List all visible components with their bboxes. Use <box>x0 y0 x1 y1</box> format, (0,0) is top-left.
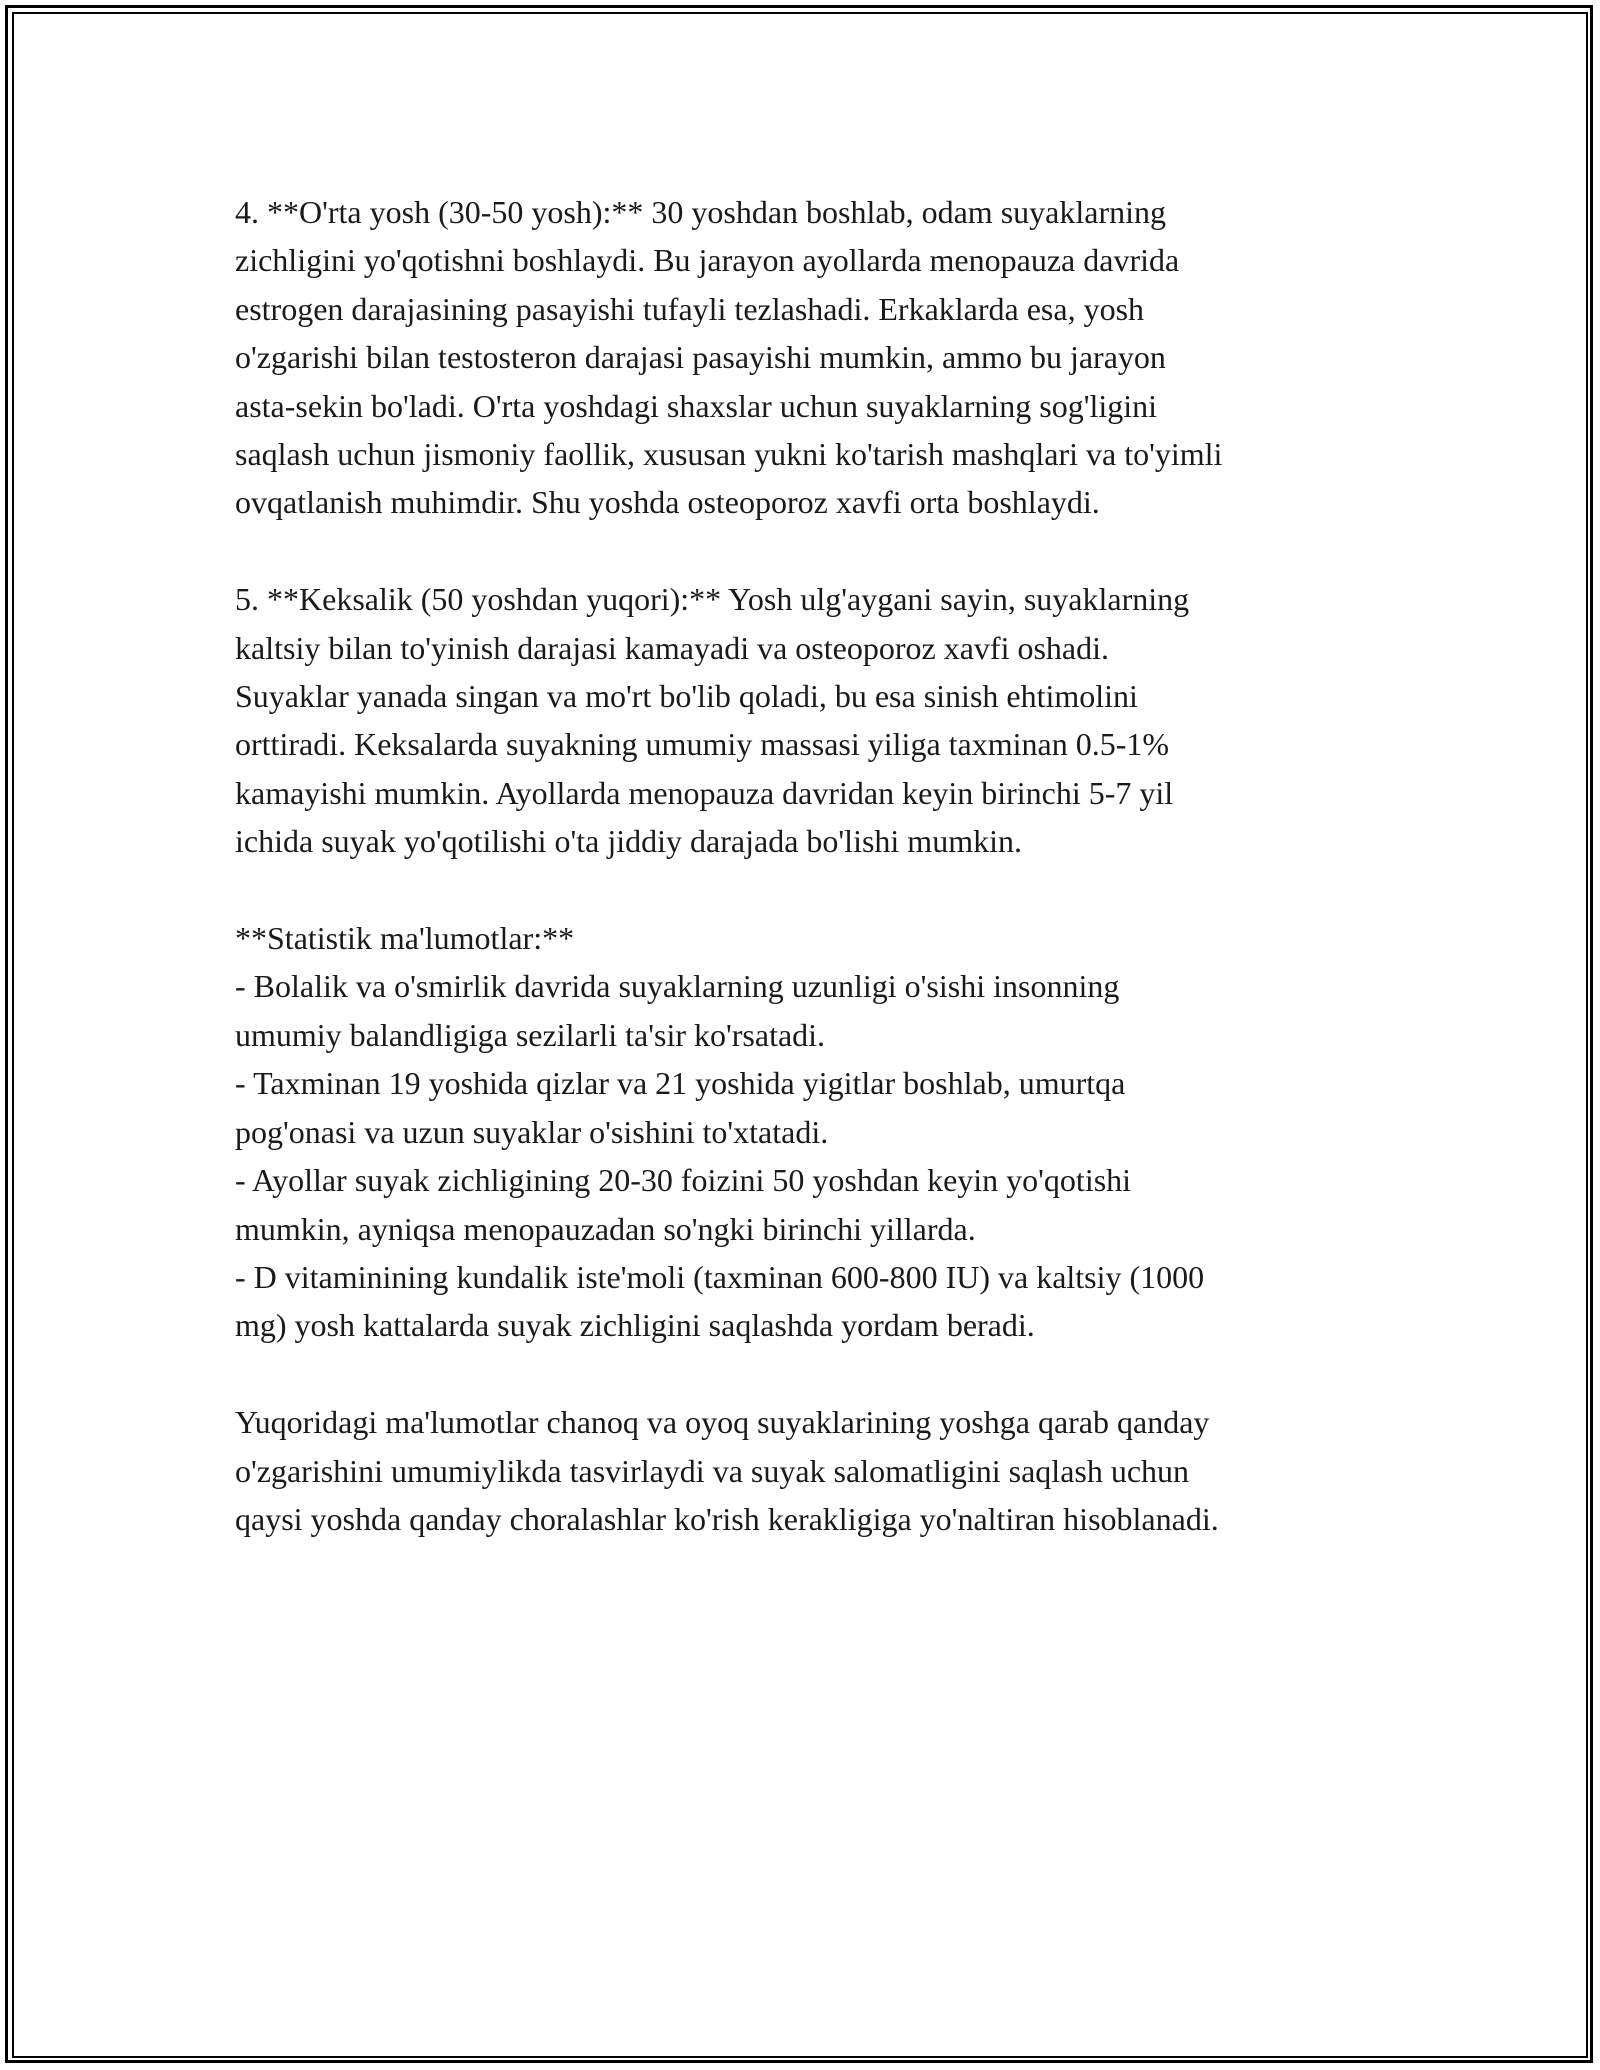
paragraph-statistics: **Statistik ma'lumotlar:** - Bolalik va o'smirlik davrida suyaklarning uzunligi o'sishi insonning umumiy balandligiga sezilarli ta'sir ko'rsatadi. - Taxminan 19 yoshida qizlar va 21 yoshida yigitlar boshlab, umurtqa pog'onasi va uzun suyaklar o'sishini to'xtatadi. - Ayollar suyak zichligining 20-30 foizini 50 yoshdan keyin yo'qotishi mumkin, ayniqsa menopauzadan so'ngki birinchi yillarda. - D vitaminining kundalik iste'moli (taxminan 600-800 IU) va kaltsiy (1000 mg) yosh kattalarda suyak zichligini saqlashda yordam beradi. <box>235 920 1205 1344</box>
paragraph-old-age: 5. **Keksalik (50 yoshdan yuqori):** Yosh ulg'aygani sayin, suyaklarning kaltsiy bilan to'yinish darajasi kamayadi va osteoporoz xavfi oshadi. Suyaklar yanada singan va mo'rt bo'lib qoladi, bu esa sinish ehtimolini orttiradi. Keksalarda suyakning umumiy massasi yiliga taxminan 0.5-1% kamayishi mumkin. Ayollarda menopauza davridan keyin birinchi 5-7 yil ichida suyak yo'qotilishi o'ta jiddiy darajada bo'lishi mumkin. <box>235 581 1190 860</box>
document-body <box>235 188 1385 1543</box>
paragraph-conclusion: Yuqoridagi ma'lumotlar chanoq va oyoq suyaklarining yoshga qarab qanday o'zgarishini umumiylikda tasvirlaydi va suyak salomatligini saqlash uchun qaysi yoshda qanday choralashlar ko'rish kerakligiga yo'naltiran hisoblanadi. <box>235 1404 1219 1537</box>
paragraph-middle-age: 4. **O'rta yosh (30-50 yosh):** 30 yoshdan boshlab, odam suyaklarning zichligini yo'qotishni boshlaydi. Bu jarayon ayollarda menopauza davrida estrogen darajasining pasayishi tufayli tezlashadi. Erkaklarda esa, yosh o'zgarishi bilan testosteron darajasi pasayishi mumkin, ammo bu jarayon asta-sekin bo'ladi. O'rta yoshdagi shaxslar uchun suyaklarning sog'ligini saqlash uchun jismoniy faollik, xususan yukni ko'tarish mashqlari va to'yimli ovqatlanish muhimdir. Shu yoshda osteoporoz xavfi orta boshlaydi. <box>235 194 1223 521</box>
